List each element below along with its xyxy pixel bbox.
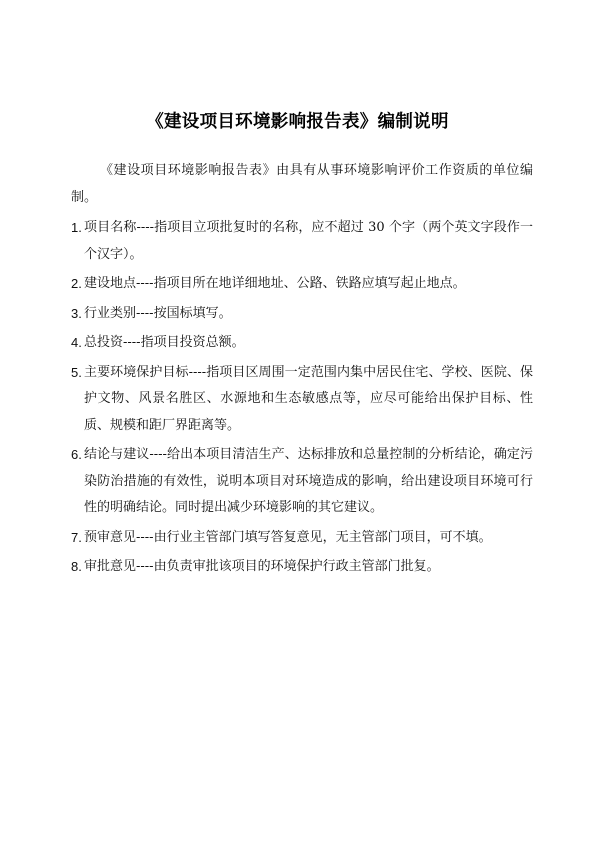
intro-paragraph: 《建设项目环境影响报告表》由具有从事环境影响评价工作资质的单位编制。 <box>71 163 533 205</box>
list-item-number: 3. <box>71 305 82 321</box>
list-item <box>71 525 533 552</box>
list-item-number: 8. <box>71 559 82 574</box>
list-item <box>71 330 533 357</box>
list-item <box>71 301 533 328</box>
list-item-text: 主要环境保护目标----指项目区周围一定范围内集中居民住宅、学校、医院、保护文物、风景名胜区、水源地和生态敏感点等，应尽可能给出保护目标、性质、规模和距厂界距离等。 <box>84 364 533 433</box>
list-item <box>71 215 533 268</box>
list-item-text: 结论与建议----给出本项目清洁生产、达标排放和总量控制的分析结论，确定污染防治措施的有效性，说明本项目对环境造成的影响，给出建设项目环境可行性的明确结论。同时提出减少环境影响的其它建议。 <box>84 447 533 515</box>
list-item <box>71 271 533 298</box>
list-item-text: 预审意见----由行业主管部门填写答复意见，无主管部门项目，可不填。 <box>84 529 492 545</box>
list-item-number: 7. <box>71 529 82 545</box>
list-item-text: 总投资----指项目投资总额。 <box>84 335 245 350</box>
list-item-number: 6. <box>71 447 82 462</box>
list-item-number: 5. <box>71 364 82 380</box>
list-item-text: 建设地点----指项目所在地详细地址、公路、铁路应填写起止地点。 <box>84 276 466 291</box>
list-item-text: 审批意见----由负责审批该项目的环境保护行政主管部门批复。 <box>84 559 440 574</box>
list-item <box>71 442 533 522</box>
instruction-list <box>71 215 533 584</box>
list-item-number: 4. <box>71 335 82 350</box>
list-item <box>71 360 533 440</box>
list-item-number: 1. <box>71 220 82 235</box>
list-item-number: 2. <box>71 276 82 291</box>
list-item-text: 行业类别----按国标填写。 <box>84 305 232 321</box>
list-item <box>71 554 533 581</box>
list-item-text: 项目名称----指项目立项批复时的名称，应不超过 30 个字（两个英文字段作一个汉字）。 <box>84 220 533 262</box>
document-title: 《建设项目环境影响报告表》编制说明 <box>146 112 449 132</box>
